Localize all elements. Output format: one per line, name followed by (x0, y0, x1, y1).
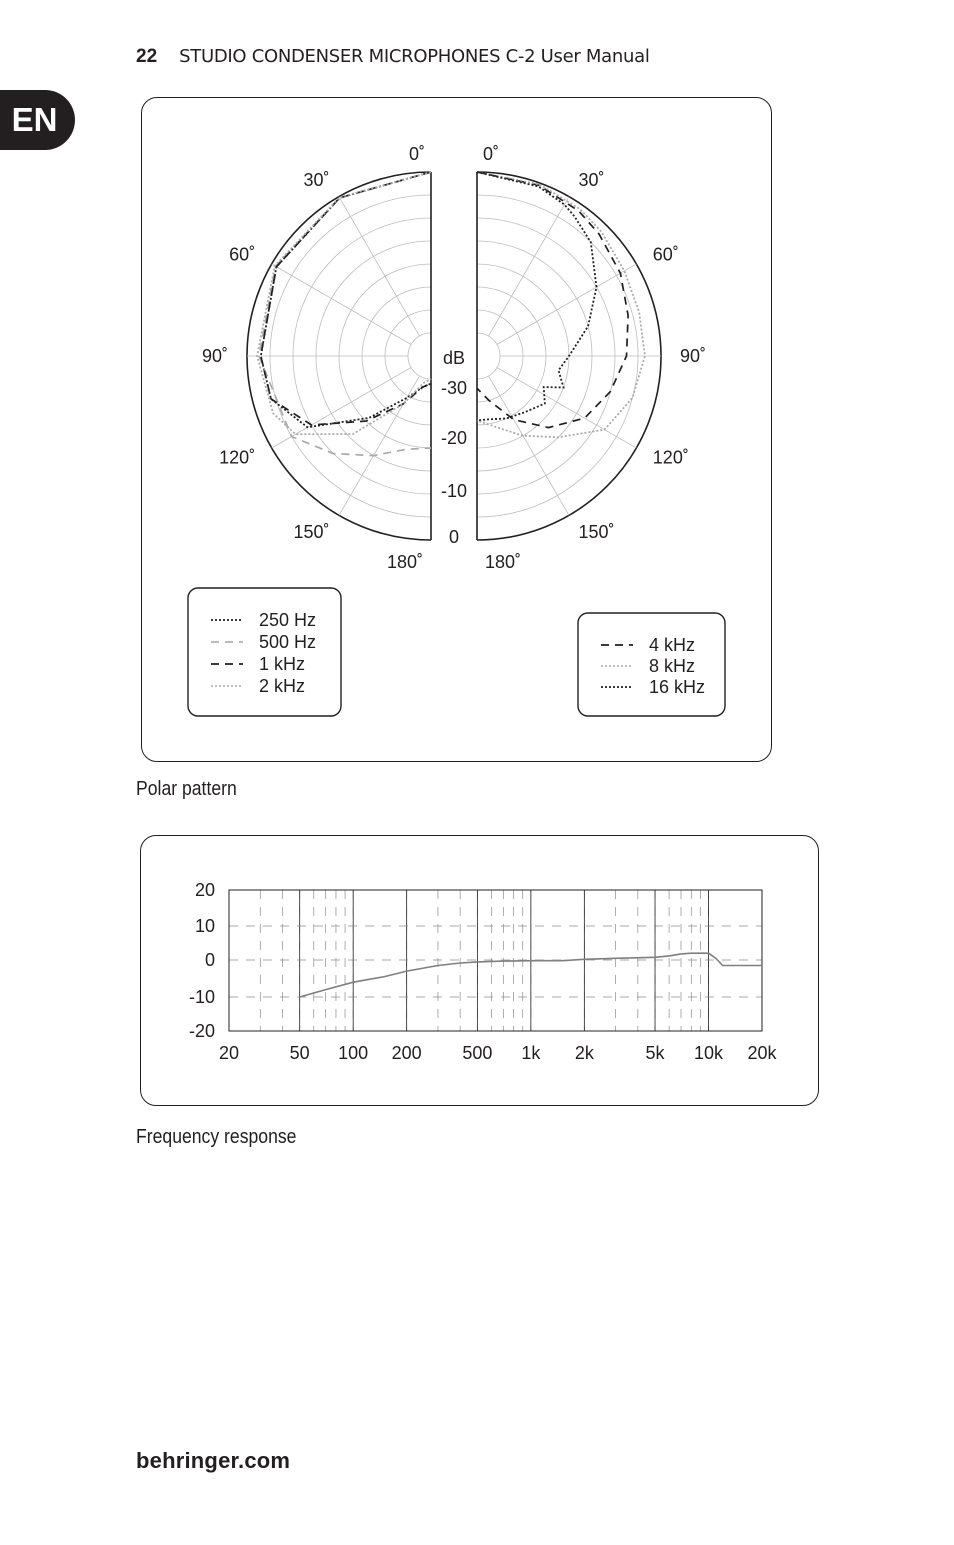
legend-label: 16 kHz (649, 677, 706, 697)
legend-label: 250 Hz (259, 610, 317, 630)
left-angle-label: 60˚ (229, 244, 256, 265)
frequency-response-caption: Frequency response (136, 1126, 297, 1148)
db-unit-label: dB (442, 348, 466, 368)
freq-y-tick-label: -10 (188, 987, 215, 1007)
freq-y-tick-label: 10 (194, 916, 215, 936)
right-angle-label: 180˚ (485, 552, 522, 572)
right-angle-label: 30˚ (578, 170, 605, 191)
freq-y-tick-label: 20 (194, 880, 215, 900)
left-angle-label: 180˚ (386, 552, 423, 572)
freq-x-tick-label: 200 (391, 1043, 422, 1063)
legend-label: 4 kHz (649, 635, 696, 655)
freq-x-tick-label: 20 (218, 1043, 240, 1063)
brand-url: behringer.com (136, 1448, 291, 1473)
right-angle-label: 120˚ (652, 447, 689, 468)
polar-pattern-caption: Polar pattern (136, 778, 237, 800)
page-number: 22 (136, 46, 158, 67)
left-angle-label: 30˚ (303, 170, 330, 191)
right-angle-label: 90˚ (680, 346, 707, 366)
left-angle-label: 0˚ (408, 144, 425, 164)
legend-label: 1 kHz (259, 654, 306, 674)
db-tick-label: 0 (448, 527, 460, 547)
freq-x-tick-label: 10k (694, 1043, 724, 1063)
left-angle-label: 120˚ (219, 447, 256, 468)
freq-x-tick-label: 500 (462, 1043, 493, 1063)
freq-x-tick-label: 20k (747, 1043, 777, 1063)
freq-x-tick-label: 5k (645, 1043, 665, 1063)
freq-y-tick-label: 0 (204, 950, 215, 970)
legend-label: 2 kHz (259, 676, 306, 696)
legend-label: 8 kHz (649, 656, 696, 676)
db-tick-label: -20 (440, 428, 468, 448)
legend-label: 500 Hz (259, 632, 317, 652)
freq-x-tick-label: 50 (289, 1043, 310, 1063)
freq-y-tick-label: -20 (188, 1021, 215, 1041)
language-tab: EN (0, 90, 75, 150)
freq-plot-frame (229, 890, 762, 1031)
freq-x-tick-label: 1k (521, 1043, 541, 1063)
document-title: STUDIO CONDENSER MICROPHONES C-2 User Manual (179, 46, 650, 67)
db-tick-label: -10 (440, 481, 468, 501)
left-angle-label: 90˚ (201, 346, 228, 366)
right-angle-label: 0˚ (483, 144, 500, 164)
db-tick-label: -30 (440, 378, 468, 398)
right-angle-label: 150˚ (578, 521, 615, 542)
left-angle-label: 150˚ (293, 521, 330, 542)
freq-x-tick-label: 100 (338, 1043, 369, 1063)
right-angle-label: 60˚ (652, 244, 679, 265)
freq-x-tick-label: 2k (574, 1043, 594, 1063)
